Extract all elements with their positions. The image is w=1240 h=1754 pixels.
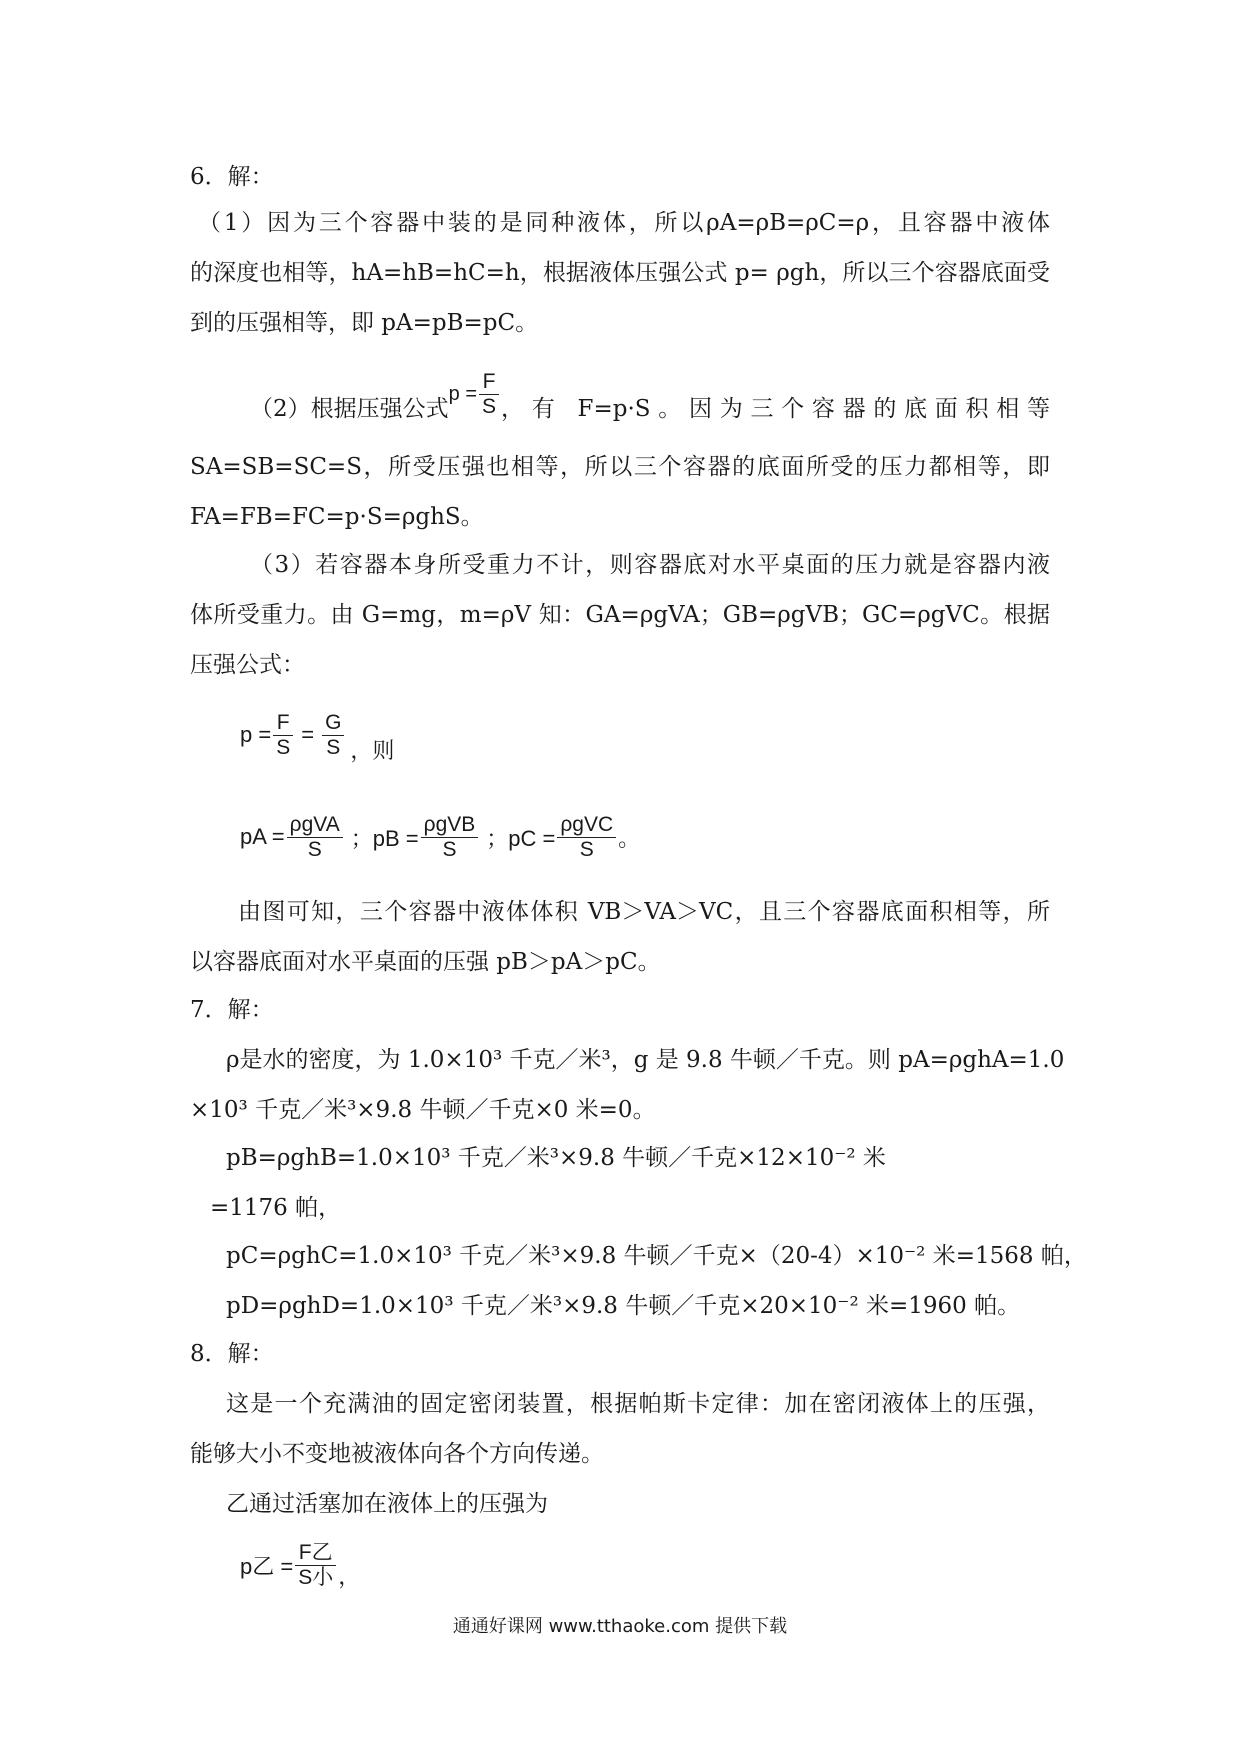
q7-line5: pC=ρghC=1.0×10³ 千克／米³×9.8 牛顿／千克×（20-4）×10⁻² 米=1568 帕，	[226, 1243, 1087, 1269]
q8-heading: 8．解：	[190, 1341, 274, 1367]
q7-line2: ×10³ 千克／米³×9.8 牛顿／千克×0 米=0。	[190, 1097, 656, 1123]
q6-p2-line1-pre: （2）根据压强公式	[250, 396, 449, 422]
q6-p4-line1: 由图可知，三个容器中液体体积 VB＞VA＞VC，且三个容器底面积相等，所	[238, 899, 1050, 925]
formula-tail: 。	[618, 826, 641, 852]
q6-p1-line1: （1）因为三个容器中装的是同种液体，所以ρA=ρB=ρC=ρ，且容器中液体	[198, 210, 1050, 236]
formula-lhs: p =	[240, 722, 272, 747]
q6-formula-pressure	[240, 700, 394, 770]
fraction-numerator: F乙	[298, 1540, 333, 1564]
q7-heading: 7．解：	[190, 997, 274, 1023]
fraction-numerator: ρgVC	[560, 812, 614, 836]
q6-p4-line2: 以容器底面对水平桌面的压强 pB＞pA＞pC。	[190, 949, 661, 975]
formula-lhs: p =	[448, 383, 477, 405]
page-footer: 通通好课网 www.tthaoke.com 提供下载	[452, 1616, 788, 1637]
equals-sign: =	[301, 722, 315, 747]
fraction-numerator: G	[325, 710, 342, 734]
formula-pc: ；pC =	[486, 825, 556, 851]
formula-pa: pA =	[240, 824, 285, 849]
fraction-denominator: S小	[298, 1565, 334, 1589]
fraction-denominator: S	[579, 837, 594, 861]
fraction	[295, 1541, 336, 1590]
fraction	[273, 711, 293, 760]
fraction-a	[287, 813, 343, 862]
fraction-denominator: S	[442, 837, 457, 861]
q6-formula-each-container	[240, 802, 640, 872]
q6-p1-line3: 到的压强相等，即 pA=pB=pC。	[190, 310, 539, 336]
q7-line6: pD=ρghD=1.0×10³ 千克／米³×9.8 牛顿／千克×20×10⁻² 米=1960 帕。	[226, 1293, 1021, 1319]
q7-line1: ρ是水的密度，为 1.0×10³ 千克／米³，g 是 9.8 牛顿／千克。则 pA=ρghA=1.0	[226, 1047, 1065, 1073]
q6-p1-line2: 的深度也相等，hA=hB=hC=h，根据液体压强公式 p= ρgh，所以三个容器底面受	[190, 260, 1050, 286]
q8-line3: 乙通过活塞加在液体上的压强为	[226, 1491, 548, 1517]
formula-tail: ，则	[350, 738, 395, 764]
fraction-denominator: S	[276, 735, 291, 759]
q8-line2: 能够大小不变地被液体向各个方向传递。	[190, 1441, 604, 1467]
q6-p2-line2: SA=SB=SC=S，所受压强也相等，所以三个容器的底面所受的压力都相等，即	[190, 454, 1050, 480]
q8-formula-pressure-yi	[240, 1530, 360, 1600]
q6-p3-line2: 体所受重力。由 G=mg，m=ρV 知：GA=ρgVA；GB=ρgVB；GC=ρgVC。根据	[190, 602, 1050, 628]
fraction-numerator: ρgVA	[289, 812, 340, 836]
q6-p3-line3: 压强公式：	[190, 652, 305, 678]
q8-line1: 这是一个充满油的固定密闭装置，根据帕斯卡定律：加在密闭液体上的压强，	[226, 1391, 1050, 1417]
q7-line3: pB=ρghB=1.0×10³ 千克／米³×9.8 牛顿／千克×12×10⁻² 米	[226, 1145, 886, 1171]
fraction	[322, 711, 344, 760]
fraction-denominator: S	[482, 394, 497, 418]
fraction-b	[421, 813, 479, 862]
q6-p3-line1: （3）若容器本身所受重力不计，则容器底对水平桌面的压力就是容器内液	[250, 552, 1050, 578]
fraction-denominator: S	[307, 837, 322, 861]
formula-tail: ，	[338, 1564, 361, 1590]
formula-pb: ；pB =	[350, 825, 419, 851]
formula-lhs: p乙 =	[240, 1553, 294, 1579]
fraction-denominator: S	[326, 735, 341, 759]
fraction-c	[557, 813, 616, 862]
q6-p2-line1	[250, 369, 1050, 426]
q6-p2-line3: FA=FB=FC=p·S=ρghS。	[190, 504, 484, 530]
fraction-numerator: F	[276, 710, 290, 734]
fraction-numerator: F	[482, 369, 496, 393]
q7-line4: =1176 帕，	[210, 1195, 342, 1221]
q6-heading: 6．解：	[190, 164, 274, 190]
fraction-numerator: ρgVB	[423, 812, 476, 836]
q6-p2-formula	[449, 370, 501, 419]
q6-p2-line1-post: ，有 F=p·S。因为三个容器的底面积相等	[501, 396, 1050, 422]
fraction	[479, 370, 499, 419]
